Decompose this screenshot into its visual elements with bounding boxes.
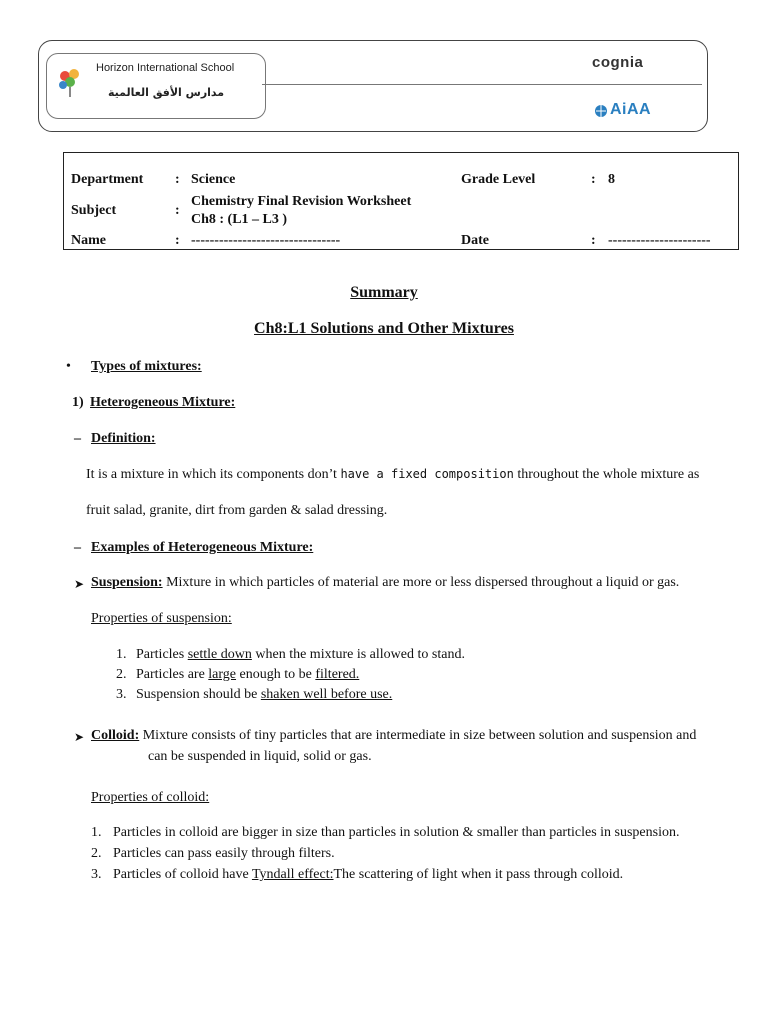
subject-value-line1: Chemistry Final Revision Worksheet <box>191 194 412 209</box>
colloid-properties-heading: Properties of colloid: <box>91 790 210 805</box>
dash-marker: – <box>74 540 81 555</box>
name-blank: -------------------------------- <box>191 233 341 248</box>
suspension-prop-3 <box>136 687 392 703</box>
arrow-bullet-icon: ➤ <box>74 577 85 591</box>
colloid-prop-number: 3. <box>91 867 102 882</box>
definition-part1: It is a mixture in which its components don’t <box>86 467 337 482</box>
department-label: Department <box>71 172 144 187</box>
text-span: Particles are <box>136 667 205 682</box>
suspension-prop-number: 3. <box>116 687 127 702</box>
dash-marker: – <box>74 431 81 446</box>
suspension-definition: Mixture in which particles of material are more or less dispersed throughout a liquid or gas. <box>166 575 680 590</box>
suspension-prop-2 <box>136 667 359 683</box>
name-label: Name <box>71 233 106 248</box>
text-span: shaken well before use. <box>260 687 393 702</box>
suspension-prop-number: 1. <box>116 647 127 662</box>
colloid-prop-2: Particles can pass easily through filters. <box>113 846 335 861</box>
text-span: Particles of colloid have <box>113 867 249 882</box>
colloid-prop-1: Particles in colloid are bigger in size than particles in solution & smaller than particles in suspension. <box>113 825 680 840</box>
text-span: settle down <box>187 647 252 662</box>
colloid-prop-number: 2. <box>91 846 102 861</box>
school-name-arabic: مدارس الأفق العالمية <box>108 86 225 99</box>
examples-heading: Examples of Heterogeneous Mixture: <box>91 540 314 555</box>
header-divider <box>262 84 702 85</box>
definition-part2: have a fixed composition <box>340 467 514 481</box>
text-span: Suspension should be <box>136 687 258 702</box>
definition-line1 <box>86 467 699 483</box>
summary-title: Summary <box>350 284 418 301</box>
definition-heading: Definition: <box>91 431 156 446</box>
bullet-marker: • <box>66 359 71 374</box>
subject-colon: : <box>175 203 180 218</box>
grade-label: Grade Level <box>461 172 536 187</box>
suspension-prop-1 <box>136 647 465 663</box>
hetero-heading: Heterogeneous Mixture: <box>90 395 236 410</box>
text-span: when the mixture is allowed to stand. <box>255 647 465 662</box>
suspension-prop-number: 2. <box>116 667 127 682</box>
text-span: Particles <box>136 647 185 662</box>
colloid-prop-3 <box>113 867 623 883</box>
name-colon: : <box>175 233 180 248</box>
aiaa-logo: AiAA <box>610 101 652 118</box>
suspension-properties-heading: Properties of suspension: <box>91 611 232 626</box>
definition-line2: fruit salad, granite, dirt from garden & salad dressing. <box>86 503 388 518</box>
globe-icon <box>594 104 608 118</box>
lesson-title: Ch8:L1 Solutions and Other Mixtures <box>254 320 514 337</box>
colloid-definition-1: Mixture consists of tiny particles that are intermediate in size between solution and suspension and <box>142 728 697 743</box>
department-value: Science <box>191 172 236 187</box>
text-span: The scattering of light when it pass through colloid. <box>333 867 624 882</box>
subject-label: Subject <box>71 203 117 218</box>
hetero-number: 1) <box>72 395 84 410</box>
text-span: Tyndall effect: <box>251 867 334 882</box>
definition-part3: throughout the whole mixture as <box>517 467 700 482</box>
school-name-english: Horizon International School <box>96 62 235 74</box>
cognia-logo: cognia <box>592 54 644 71</box>
types-heading: Types of mixtures: <box>91 359 202 374</box>
department-colon: : <box>175 172 180 187</box>
arrow-bullet-icon: ➤ <box>74 730 85 744</box>
suspension-line <box>91 575 679 591</box>
colloid-line <box>91 728 696 744</box>
colloid-prop-number: 1. <box>91 825 102 840</box>
date-colon: : <box>591 233 596 248</box>
text-span: filtered. <box>315 667 360 682</box>
grade-colon: : <box>591 172 596 187</box>
text-span: large <box>208 667 237 682</box>
date-blank: ---------------------- <box>608 233 711 248</box>
colloid-term: Colloid: <box>91 728 140 743</box>
school-logo-icon <box>56 67 84 103</box>
grade-value: 8 <box>608 172 615 187</box>
suspension-term: Suspension: <box>91 575 163 590</box>
colloid-definition-2: can be suspended in liquid, solid or gas. <box>148 749 372 764</box>
text-span: enough to be <box>239 667 312 682</box>
subject-value-line2: Ch8 : (L1 – L3 ) <box>191 212 288 227</box>
date-label: Date <box>461 233 489 248</box>
